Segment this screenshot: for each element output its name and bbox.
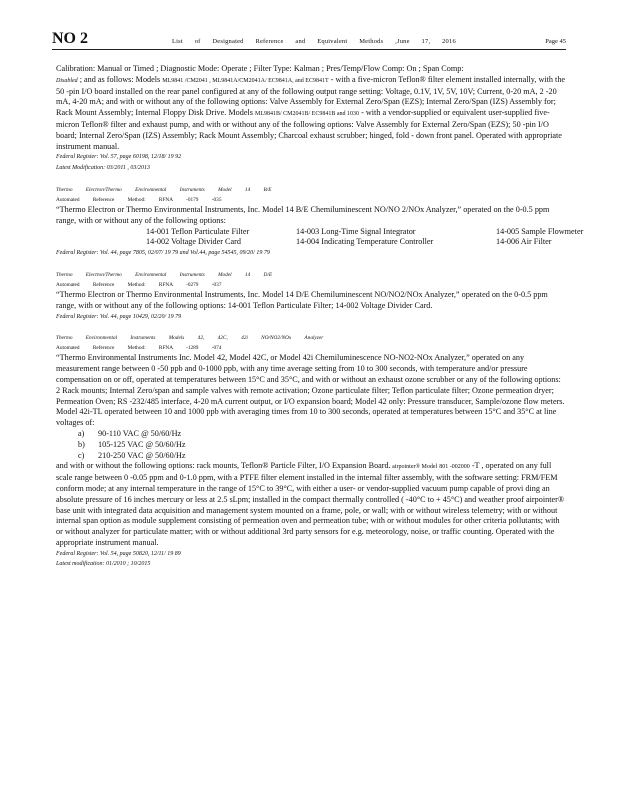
pollutant-label: NO 2	[52, 30, 88, 47]
block1-models: ML9841 /CM2041 , ML9841A/CM2041A/ EC9841A, and EC9841T	[162, 77, 329, 84]
voltage-value: 210-250 VAC @ 50/60/Hz	[98, 450, 186, 460]
block1-federal-register: Federal Register: Vol. 57, page 60198, 12/18/ 19 92	[56, 154, 182, 161]
block4-latest-modification: Latest modification: 01/2010 ; 10/2015	[56, 561, 151, 568]
page-header	[52, 30, 566, 50]
block4-description: “Thermo Environmental Instruments Inc. Model 42, Model 42C, or Model 42i Chemiluminescence NO-NO2-NOx Analyzer,” operated on any measurement range between 0 -50 ppb and 0-1000 ppb, with any time average setting from 10 to 300 seconds, with temperature and/or pressure compensation on or off, operated at temperatures between 15°C and 35°C, and with or without an exhaust ozone scrubber or any of the following options: 2 Rack mounts; Internal Zero/span and sample valves with remote activation; Ozone particulate filter; Teflon particulate filter; Ozone permeation dryer; Permeation Oven; RS -232/485 interface, 4-20 mA current output, or I/O expansion board; Model 42 only: Pressure transducer, Sample/ozone flow meters. Model 42i-TL operated between 10 and 1000 ppb with averaging times from 10 to 300 seconds, operated at temperatures between 15°C and 35°C at line voltages of:	[56, 353, 565, 428]
option-item: 14-004 Indicating Temperature Controller	[296, 237, 434, 247]
block1-models2: ML9841B/ CM2041B/ EC9841B and 1030	[255, 111, 360, 118]
document-body	[56, 64, 584, 570]
option-item: 14-005 Sample Flowmeter	[496, 226, 584, 236]
block3-method: Automated Reference Method: RFNA -0279 -037	[56, 281, 222, 288]
voltage-value: 105-125 VAC @ 50/60/Hz	[98, 439, 186, 449]
voltage-value: 90-110 VAC @ 50/60/Hz	[98, 428, 182, 438]
option-item: 14-003 Long-Time Signal Integrator	[296, 226, 416, 236]
block1-line2-end: - with a five-micron	[328, 74, 397, 84]
header-rule	[52, 49, 566, 50]
block2-heading: Thermo Electron/Thermo Environmental Instruments Model 14 B/E	[56, 186, 272, 193]
block1-disabled: Disabled	[56, 77, 78, 84]
voltage-letter: b)	[78, 439, 85, 449]
block4-tail	[56, 461, 566, 548]
block1-paragraph	[56, 64, 566, 152]
option-item: 14-001 Teflon Particulate Filter	[146, 226, 250, 236]
block1-line2: ; and as follows: Models	[77, 74, 161, 84]
block3-description: “Thermo Electron or Thermo Environmental Instruments, Inc. Model 14 D/E Chemiluminescent NO/NO2/NOx Analyzer,” operated on the 0-0.5 ppm range, with or without any of the following options: 14-001 Teflon Particulate Filter; 14-002 Voltage Divider Card.	[56, 289, 548, 310]
block3-heading: Thermo Electron/Thermo Environmental Instruments Model 14 D/E	[56, 271, 273, 278]
option-item: 14-006 Air Filter	[496, 237, 552, 247]
airpointer-model-number: 801 -002000	[439, 464, 470, 471]
block2-federal-register: Federal Register: Vol. 44, page 7805, 02/07/ 19 79 and Vol.44, page 54545, 09/20/ 19 79	[56, 250, 270, 257]
header-title: List of Designated Reference and Equivalent Methods ,June 17, 2016	[172, 38, 456, 45]
voltage-list	[56, 429, 566, 461]
block4-heading: Thermo Environmental Instruments Models 42, 42C, 42i NO/NO2/NOx Analyzer	[56, 335, 324, 342]
page-number: Page 45	[545, 38, 566, 45]
block1-body2: - with a vendor-supplied or equivalent user-supplied five-micron Teflon® filter and exhaust pump, and with or without any of the following options: Valve Assembly for External Zero/Span (EZS); 50 -pin I/O board; Internal Zero/Span (IZS) Assembly; Rack Mount Assembly; Charcoal exhaust scrubber; hinged, fold - down front panel. Operated with appropriate instrument manual.	[56, 108, 562, 151]
block2-method: Automated Reference Method: RFNA -0179 -035	[56, 196, 222, 203]
block2-description: “Thermo Electron or Thermo Environmental Instruments, Inc. Model 14 B/E Chemiluminescent NO/NO 2/NOx Analyzer,” operated on the 0-0.5 ppm range, with or without any of the following options:	[56, 204, 550, 225]
block3-federal-register: Federal Register: Vol. 44, page 10429, 02/20/ 19 79	[56, 313, 182, 320]
block1-latest-modification: Latest Modification: 03/2011 , 03/2013	[56, 165, 151, 172]
voltage-letter: a)	[78, 428, 85, 438]
block4-tail1: and with or without the following options: rack mounts, Teflon® Particle Filter, I/O Expansion Board.	[56, 461, 391, 471]
voltage-letter: c)	[78, 450, 85, 460]
block1-body: Teflon® filter element installed internally, with the 50 -pin I/O board installed on the rear panel configured at any of the following output range setting: Voltage, 0.1V, 1V, 5V, 10V; Current, 0-20 mA, 2 -20 mA, 4-20 mA; and with or without any of the following options: Valve Assembly for External Zero/Span (EZS); Internal Zero/Span (IZS) Assembly for; Rack Mount Assembly; Internal Floppy Disk Drive. Models	[56, 74, 566, 118]
block4-method: Automated Reference Method: RFNA -1289 -074	[56, 345, 222, 352]
option-item: 14-002 Voltage Divider Card	[146, 237, 241, 247]
block1-line1: Calibration: Manual or Timed ; Diagnostic Mode: Operate ; Filter Type: Kalman ; Pres/Temp/Flow Comp: On ; Span Comp:	[56, 64, 464, 73]
airpointer-model: airpointer® Model	[390, 464, 438, 471]
block4-federal-register: Federal Register: Vol. 54, page 50820, 12/11/ 19 89	[56, 550, 181, 557]
block2-options	[56, 226, 584, 249]
block4-tail2: -T , operated on any full scale range between 0 -0.05 ppm and 0-1.0 ppm, with a PTFE filter element installed in the internal filter assembly, with the software setting: FRM/FEM conform mode; at any internal temperature in the range of 15°C to 39°C, with either a user- or vendor-supplied vacuum pump capable of provi ding an absolute pressure of 16 inches mercury or less at 2.5 sLpm; installed in the compact thermally controlled ( -40°C to + 45°C) and weather proof airpointer® base unit with integrated data acquisition and management system mounted on a frame, pole, or wall; with or without wireless telemetry; with or without internal span option as module supplement consisting of permeation oven and permeation tube; with or without modules for other criteria pollutants; with or without analyzer for particulate matter; with or without additional 3rd party sensors for e.g. meteorology, noise, or traffic counting. Operated with the appropriate instrument manual.	[56, 461, 565, 547]
